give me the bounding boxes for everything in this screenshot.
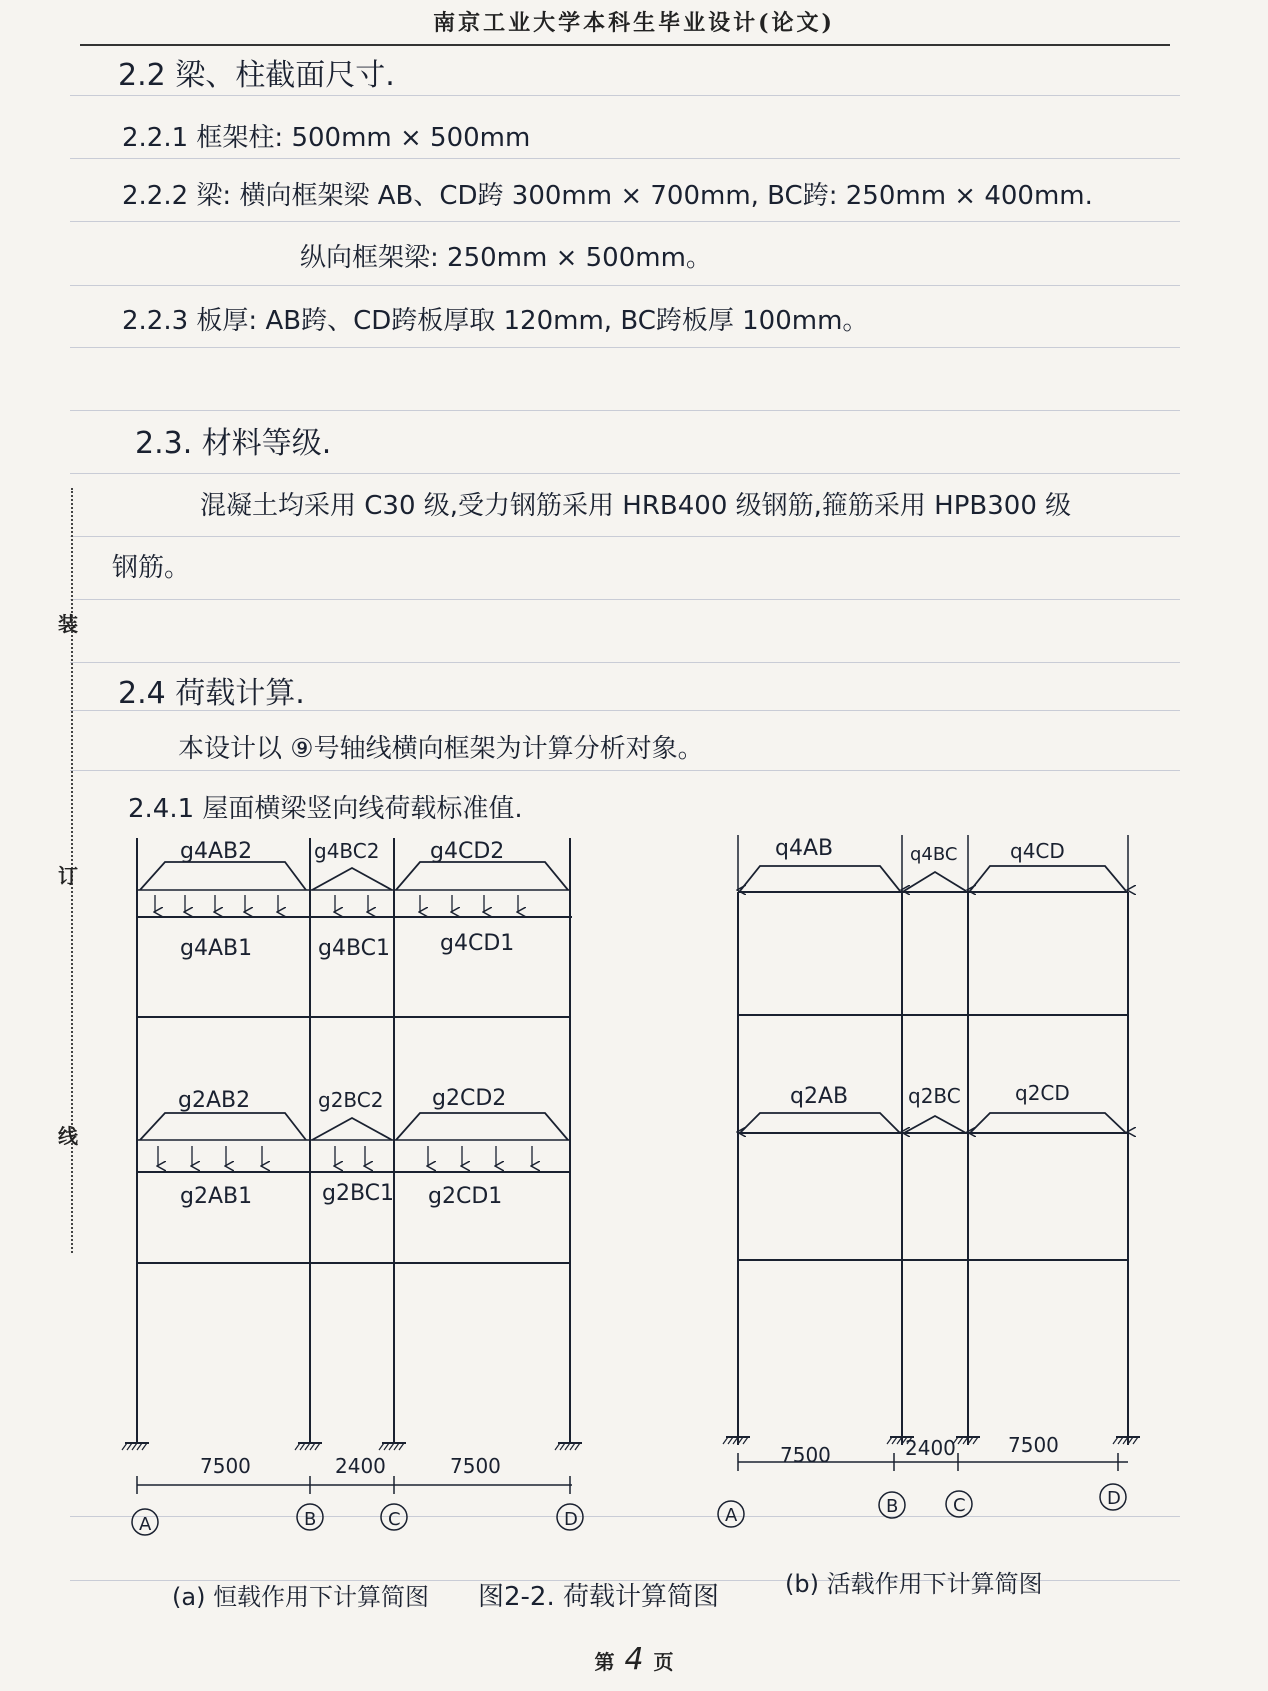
axis-label-a: A bbox=[725, 1505, 738, 1526]
dim-b-cd: 7500 bbox=[1008, 1433, 1059, 1457]
label-g4ab2: g4AB2 bbox=[180, 839, 253, 864]
section-2-2-2-cont: 纵向框架梁: 250mm × 500mm。 bbox=[300, 243, 712, 273]
support-hatch bbox=[887, 1437, 892, 1444]
axis-label-b: B bbox=[304, 1509, 317, 1530]
support-hatch bbox=[399, 1443, 404, 1450]
binding-mark-ding: 订 bbox=[58, 864, 78, 888]
label-q2bc: q2BC bbox=[908, 1084, 961, 1108]
label-q2ab: q2AB bbox=[790, 1084, 849, 1109]
dim-b-bc: 2400 bbox=[905, 1436, 956, 1460]
support-hatch bbox=[1118, 1437, 1123, 1444]
axis-label-d: D bbox=[564, 1509, 578, 1530]
footer-suffix: 页 bbox=[653, 1650, 674, 1674]
label-g4cd1: g4CD1 bbox=[440, 931, 515, 956]
label-q4ab: q4AB bbox=[775, 836, 834, 861]
page-footer bbox=[0, 1642, 1268, 1677]
live-load-cd-roof bbox=[970, 866, 1126, 891]
load-trapezoid-2-ab2 bbox=[140, 1113, 306, 1140]
binding-mark-zhuang: 装 bbox=[58, 612, 78, 636]
axis-label-b: B bbox=[886, 1496, 899, 1517]
section-2-2-1: 2.2.1 框架柱: 500mm × 500mm bbox=[122, 123, 531, 153]
support-hatch bbox=[575, 1443, 580, 1450]
fixed-supports-a bbox=[122, 1443, 582, 1450]
support-hatch bbox=[958, 1437, 963, 1444]
support-hatch bbox=[728, 1437, 733, 1444]
label-q4bc: q4BC bbox=[910, 844, 958, 865]
label-g2ab2: g2AB2 bbox=[178, 1088, 251, 1113]
axis-label-a: A bbox=[139, 1514, 152, 1535]
support-hatch bbox=[394, 1443, 399, 1450]
section-2-3-body: 混凝土均采用 C30 级,受力钢筋采用 HRB400 级钢筋,箍筋采用 HPB300 级 bbox=[200, 491, 1072, 521]
support-hatch bbox=[555, 1443, 560, 1450]
load-trapezoid-2-cd2 bbox=[396, 1113, 568, 1140]
dim-a-cd: 7500 bbox=[450, 1454, 501, 1478]
label-g4cd2: g4CD2 bbox=[430, 839, 505, 864]
support-hatch bbox=[122, 1443, 127, 1450]
support-hatch bbox=[310, 1443, 315, 1450]
caption-a: (a) 恒载作用下计算简图 bbox=[172, 1583, 430, 1611]
support-hatch bbox=[127, 1443, 132, 1450]
support-hatch bbox=[315, 1443, 320, 1450]
page-header-title: 南京工业大学本科生毕业设计(论文) bbox=[433, 10, 835, 36]
live-load-ab-floor bbox=[740, 1113, 900, 1133]
load-trapezoid-ab2 bbox=[140, 862, 306, 890]
support-hatch bbox=[892, 1437, 897, 1444]
support-hatch bbox=[973, 1437, 978, 1444]
support-hatch bbox=[142, 1443, 147, 1450]
section-2-3-body-cont: 钢筋。 bbox=[112, 553, 191, 583]
support-hatch bbox=[1113, 1437, 1118, 1444]
support-hatch bbox=[305, 1443, 310, 1450]
dim-a-bc: 2400 bbox=[335, 1454, 386, 1478]
support-hatch bbox=[565, 1443, 570, 1450]
label-g2cd1: g2CD1 bbox=[428, 1184, 503, 1209]
figure-caption: 图2-2. 荷载计算简图 bbox=[478, 1582, 719, 1612]
dim-b-ab: 7500 bbox=[780, 1443, 831, 1467]
label-g2cd2: g2CD2 bbox=[432, 1086, 507, 1111]
support-hatch bbox=[295, 1443, 300, 1450]
section-2-2-heading: 2.2 梁、柱截面尺寸. bbox=[118, 58, 395, 93]
support-hatch bbox=[132, 1443, 137, 1450]
diagram-b-frame bbox=[718, 835, 1140, 1527]
live-load-cd-floor bbox=[970, 1113, 1126, 1133]
support-hatch bbox=[137, 1443, 142, 1450]
live-load-ab-roof bbox=[740, 866, 900, 891]
axis-label-d: D bbox=[1107, 1488, 1121, 1509]
section-2-4-body: 本设计以 ⑨号轴线横向框架为计算分析对象。 bbox=[178, 734, 704, 764]
uniform-load-arrows-roof bbox=[155, 895, 518, 912]
label-q2cd: q2CD bbox=[1015, 1081, 1070, 1105]
axis-label-c: C bbox=[388, 1509, 401, 1530]
support-hatch bbox=[389, 1443, 394, 1450]
axis-label-c: C bbox=[953, 1495, 966, 1516]
live-load-bc-floor bbox=[904, 1116, 966, 1133]
uniform-load-arrows-floor bbox=[158, 1146, 532, 1166]
live-load-bc-roof bbox=[904, 872, 966, 891]
support-hatch bbox=[379, 1443, 384, 1450]
footer-prefix: 第 bbox=[594, 1650, 615, 1674]
binding-mark-xian: 线 bbox=[58, 1124, 78, 1148]
section-2-2-3: 2.2.3 板厚: AB跨、CD跨板厚取 120mm, BC跨板厚 100mm。 bbox=[122, 306, 869, 336]
support-hatch bbox=[570, 1443, 575, 1450]
support-hatch bbox=[560, 1443, 565, 1450]
section-2-4-1: 2.4.1 屋面横梁竖向线荷载标准值. bbox=[128, 794, 523, 824]
support-hatch bbox=[1133, 1437, 1138, 1444]
section-2-4-heading: 2.4 荷载计算. bbox=[118, 676, 305, 711]
load-trapezoid-cd2 bbox=[396, 862, 568, 890]
label-q4cd: q4CD bbox=[1010, 839, 1065, 863]
label-g4bc2: g4BC2 bbox=[314, 839, 380, 863]
section-2-2-2: 2.2.2 梁: 横向框架梁 AB、CD跨 300mm × 700mm, BC跨: 250mm × 400mm. bbox=[122, 181, 1093, 211]
support-hatch bbox=[384, 1443, 389, 1450]
label-g4ab1: g4AB1 bbox=[180, 936, 253, 961]
section-2-3-heading: 2.3. 材料等级. bbox=[135, 426, 332, 461]
load-triangle-2-bc2 bbox=[312, 1118, 392, 1140]
support-hatch bbox=[743, 1437, 748, 1444]
support-hatch bbox=[723, 1437, 728, 1444]
load-triangle-bc2 bbox=[312, 868, 392, 890]
caption-b: (b) 活载作用下计算简图 bbox=[785, 1570, 1043, 1598]
dim-a-ab: 7500 bbox=[200, 1454, 251, 1478]
label-g2bc1: g2BC1 bbox=[322, 1181, 395, 1206]
label-g2bc2: g2BC2 bbox=[318, 1088, 384, 1112]
page-number: 4 bbox=[624, 1642, 644, 1677]
label-g4bc1: g4BC1 bbox=[318, 936, 391, 961]
label-g2ab1: g2AB1 bbox=[180, 1184, 253, 1209]
support-hatch bbox=[300, 1443, 305, 1450]
